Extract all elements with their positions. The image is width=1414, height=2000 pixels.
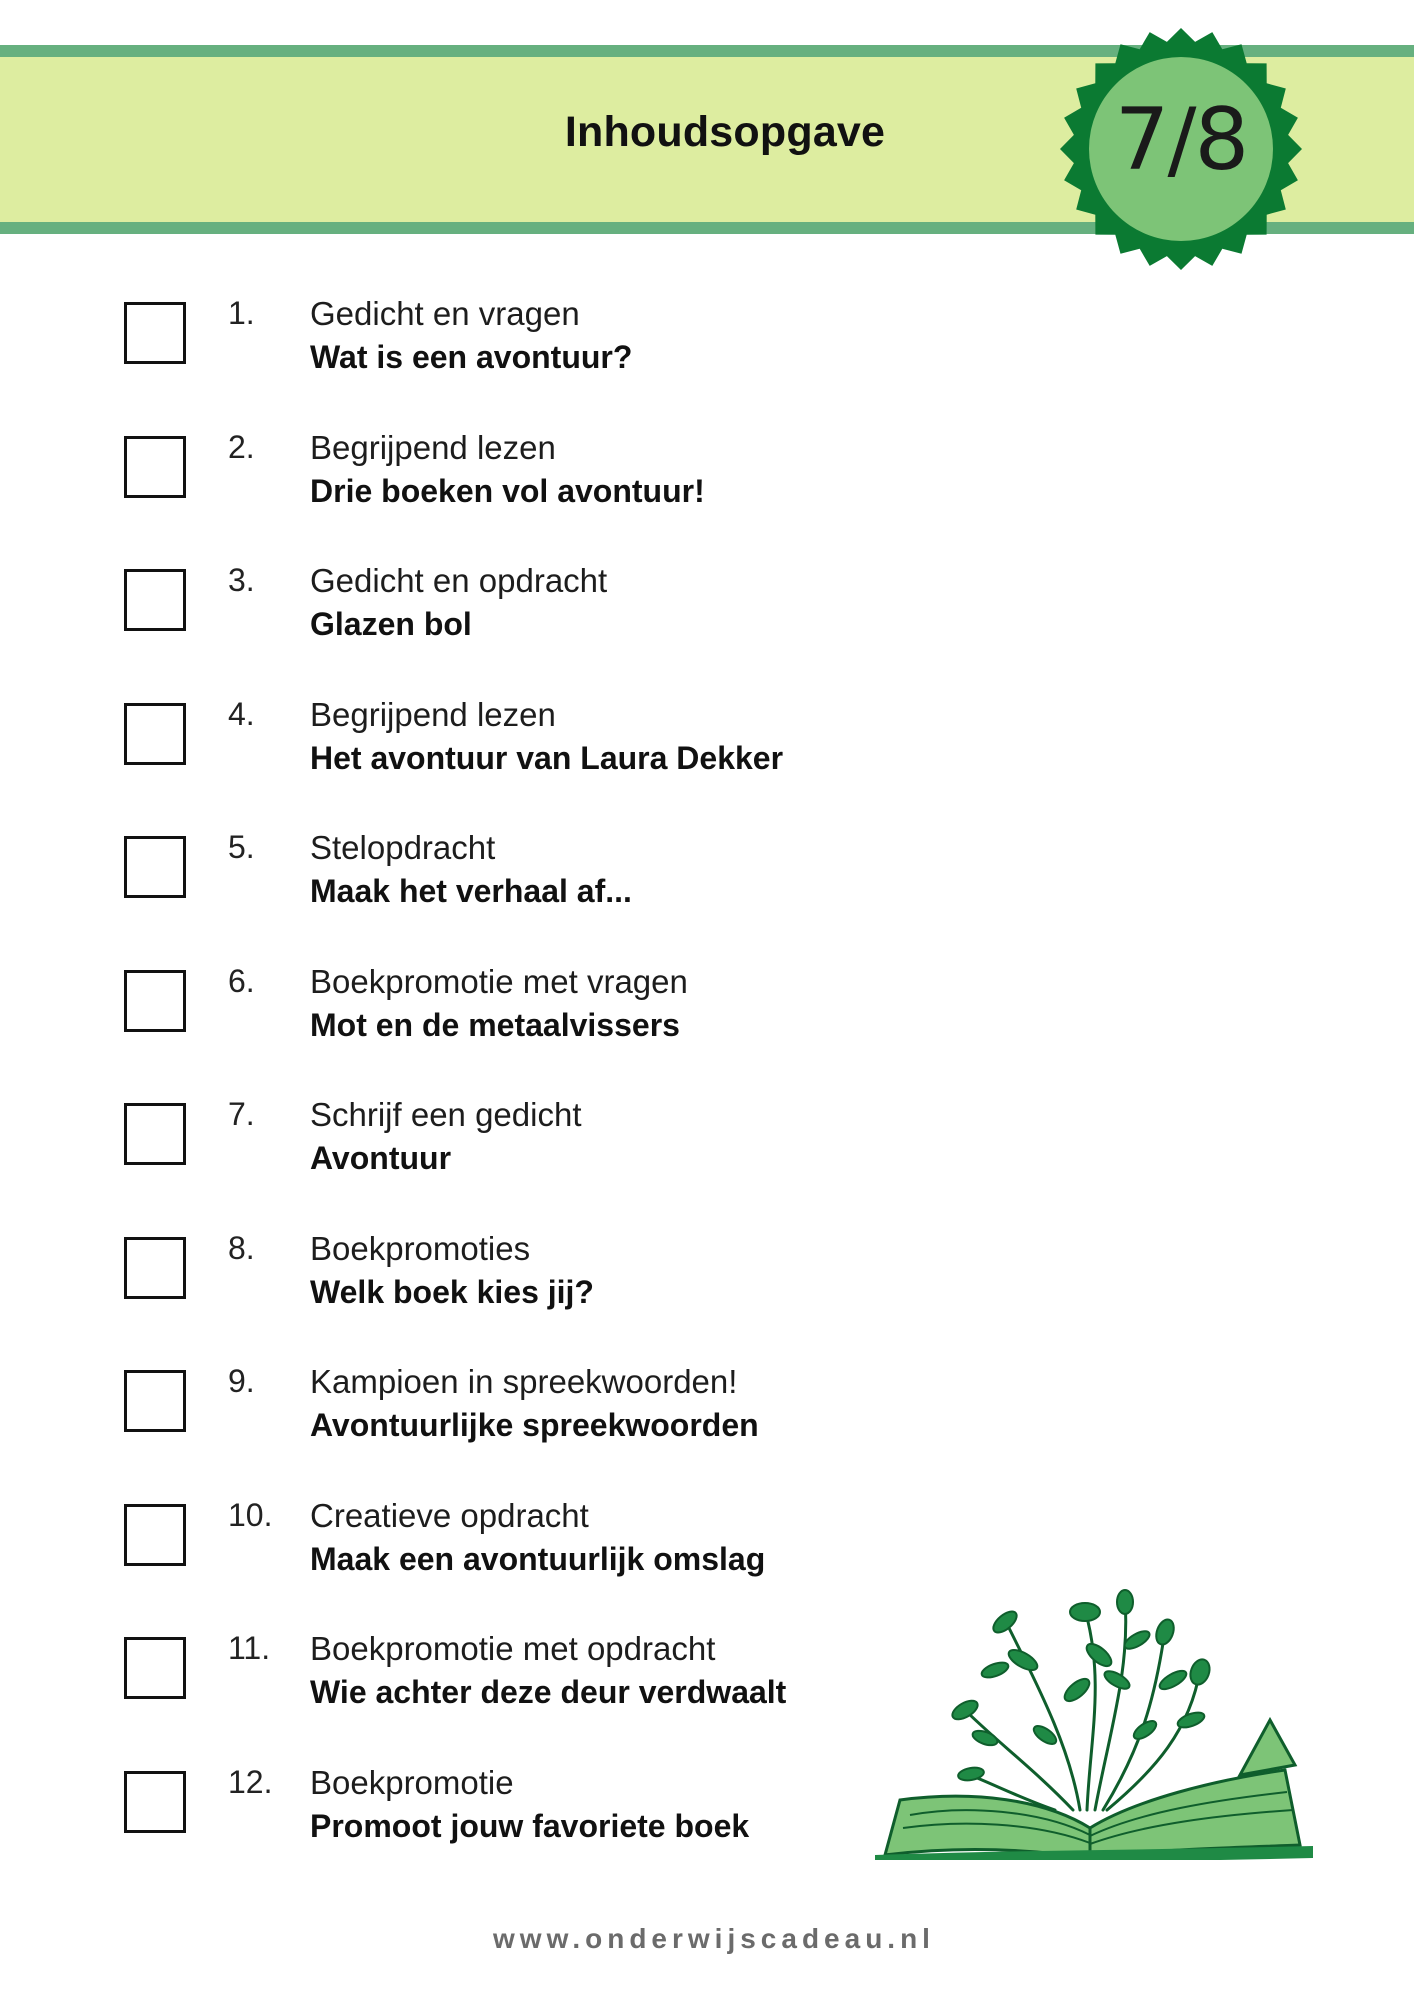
item-subtitle: Gedicht en vragen <box>310 295 580 332</box>
item-subtitle: Creatieve opdracht <box>310 1496 589 1534</box>
item-number: 6. <box>228 962 255 999</box>
item-subtitle: Stelopdracht <box>310 829 496 866</box>
item-number: 7. <box>228 1096 255 1132</box>
item-title: Promoot jouw favoriete boek <box>310 1807 750 1844</box>
item-number: 3. <box>228 562 255 598</box>
list-item <box>0 1363 900 1473</box>
item-number: 2. <box>228 428 255 465</box>
item-title: Drie boeken vol avontuur! <box>310 472 705 509</box>
item-number: 4. <box>228 695 255 732</box>
item-title: Mot en de metaalvissers <box>310 1006 680 1043</box>
item-subtitle: Boekpromotie <box>310 1763 514 1801</box>
item-title: Het avontuur van Laura Dekker <box>310 739 784 776</box>
page-number-badge: 7/8 <box>1114 90 1248 190</box>
checkbox[interactable] <box>124 970 186 1032</box>
list-item <box>0 1096 900 1206</box>
list-item <box>0 829 900 939</box>
checkbox[interactable] <box>124 1504 186 1566</box>
checkbox[interactable] <box>124 569 186 631</box>
checkbox[interactable] <box>124 1637 186 1699</box>
item-subtitle: Boekpromotie met vragen <box>310 962 688 1000</box>
list-item <box>0 562 900 672</box>
item-subtitle: Begrijpend lezen <box>310 695 556 733</box>
item-title: Avontuurlijke spreekwoorden <box>310 1407 759 1443</box>
checkbox[interactable] <box>124 1771 186 1833</box>
item-number: 10. <box>228 1496 273 1533</box>
checkbox[interactable] <box>124 836 186 898</box>
item-title: Maak het verhaal af... <box>310 873 632 909</box>
item-subtitle: Boekpromoties <box>310 1229 531 1267</box>
item-title: Maak een avontuurlijk omslag <box>310 1540 766 1577</box>
checkbox[interactable] <box>124 703 186 765</box>
page-title: Inhoudsopgave <box>564 108 886 156</box>
item-subtitle: Kampioen in spreekwoorden! <box>310 1363 738 1400</box>
item-number: 11. <box>228 1630 271 1666</box>
list-item <box>0 1630 900 1740</box>
item-title: Glazen bol <box>310 606 472 642</box>
checkbox[interactable] <box>124 302 186 364</box>
item-subtitle: Gedicht en opdracht <box>310 562 608 599</box>
item-number: 8. <box>228 1229 255 1266</box>
item-subtitle: Begrijpend lezen <box>310 428 556 466</box>
list-item <box>0 1764 900 1874</box>
item-number: 5. <box>228 829 255 865</box>
item-number: 1. <box>228 295 255 331</box>
item-number: 9. <box>228 1363 255 1399</box>
item-subtitle: Schrijf een gedicht <box>310 1096 582 1133</box>
checkbox[interactable] <box>124 1237 186 1299</box>
list-item <box>0 429 900 539</box>
item-subtitle: Boekpromotie met opdracht <box>310 1630 716 1667</box>
list-item <box>0 963 900 1073</box>
checkbox[interactable] <box>124 1370 186 1432</box>
list-item <box>0 295 900 405</box>
item-title: Avontuur <box>310 1140 452 1176</box>
item-title: Wat is een avontuur? <box>310 339 633 375</box>
checkbox[interactable] <box>124 436 186 498</box>
item-title: Wie achter deze deur verdwaalt <box>310 1674 787 1710</box>
list-item <box>0 1230 900 1340</box>
footer-url[interactable]: www.onderwijscadeau.nl <box>493 1923 935 1954</box>
open-book-with-plants-icon <box>855 1560 1325 1860</box>
list-item <box>0 696 900 806</box>
list-item <box>0 1497 900 1607</box>
item-title: Welk boek kies jij? <box>310 1273 594 1310</box>
item-number: 12. <box>228 1763 273 1800</box>
checkbox[interactable] <box>124 1103 186 1165</box>
